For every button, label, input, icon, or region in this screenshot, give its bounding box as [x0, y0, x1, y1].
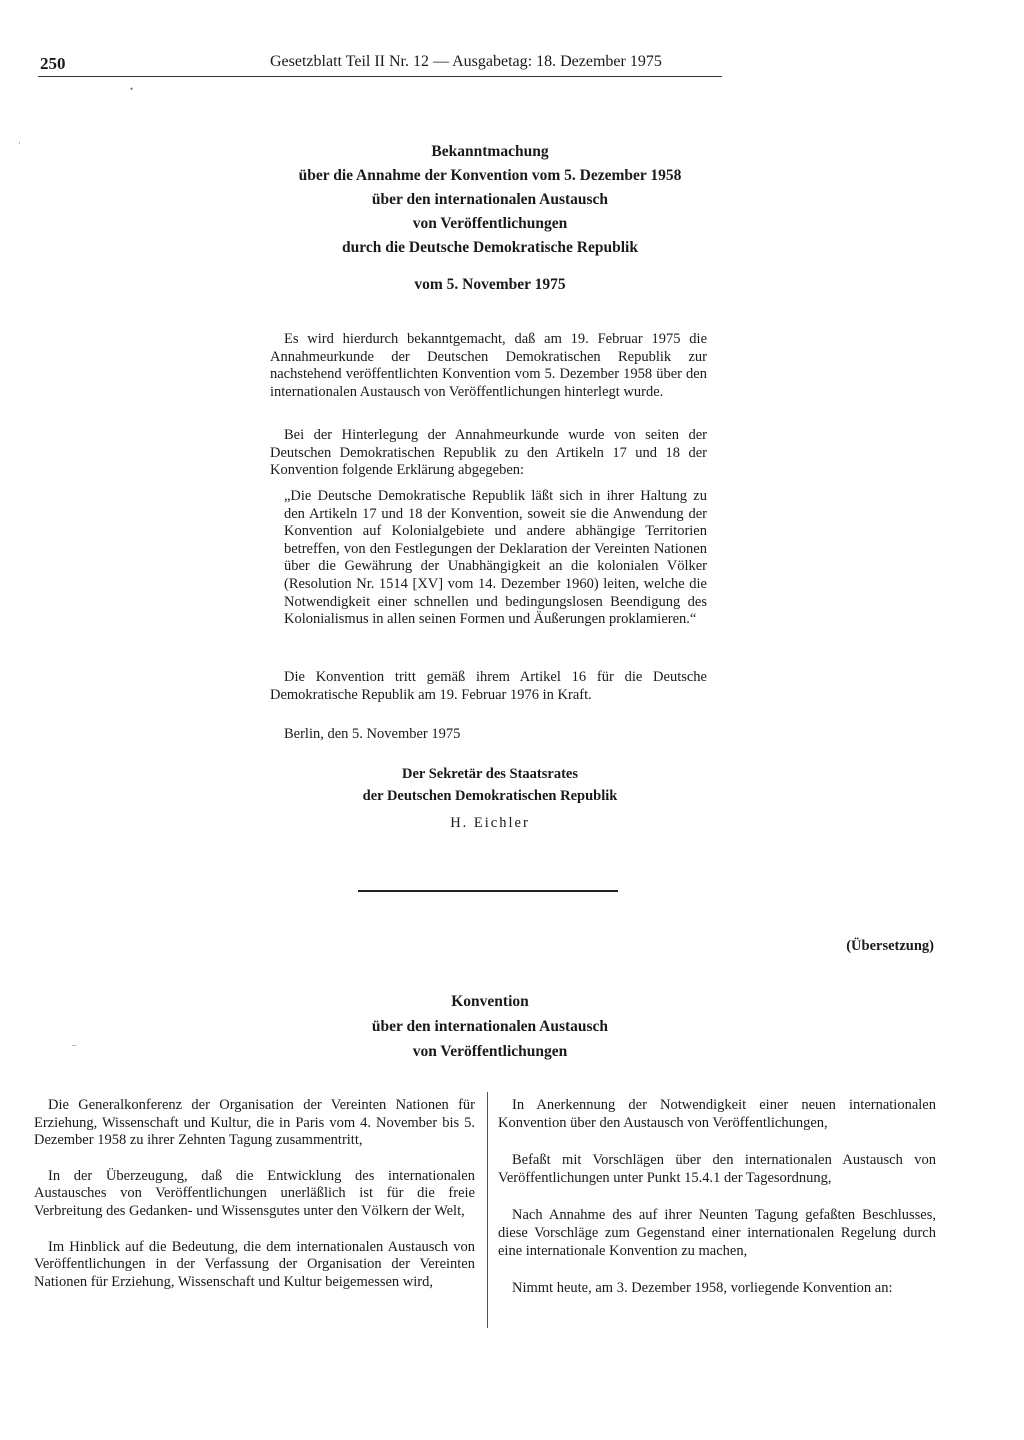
preamble-paragraph: In der Überzeugung, daß die Entwicklung des internationalen Austausches von Veröffentlichungen unerläßlich ist für die freie Verbreitung des Gedanken- und Wissensgutes unter den Völkern der Welt, [34, 1167, 475, 1219]
convention-heading-line: über den internationalen Austausch [371, 1018, 609, 1035]
declaration-quote: „Die Deutsche Demokratische Republik läßt sich in ihrer Haltung zu den Artikeln 17 und 18 der Konvention, soweit sie die Anwendung der Konvention auf Kolonialgebiete und andere abhängige Territorien betreffen, von den Festlegungen der Deklaration der Vereinten Nationen über die Gewährung der Unabhängigkeit an die kolonialen Völker (Resolution Nr. 1514 [XV] vom 14. Dezember 1960) leiten, welche die Notwendigkeit einer schnellen und bedingungslosen Beendigung des Kolonialismus in allen seinen Formen und Äußerungen proklamieren.“ [284, 488, 707, 628]
notice-heading-line: von Veröffentlichungen [412, 215, 568, 232]
notice-paragraph: Die Konvention tritt gemäß ihrem Artikel 16 für die Deutsche Demokratische Republik am 19. Februar 1976 in Kraft. [270, 669, 707, 703]
translation-note: (Übersetzung) [846, 938, 934, 954]
page-number: 250 [40, 54, 66, 73]
preamble-paragraph: Nach Annahme des auf ihrer Neunten Tagung gefaßten Beschlusses, diese Vorschläge zum Gegenstand einer internationalen Regelung durch eine internationale Konvention zu machen, [498, 1207, 936, 1259]
signatory-name: H. Eichler [450, 815, 530, 831]
preamble-paragraph: In Anerkennung der Notwendigkeit einer neuen internationalen Konvention über den Austausch von Veröffentlichungen, [498, 1097, 936, 1131]
print-speck: • [130, 84, 134, 94]
column-divider [487, 1092, 488, 1328]
place-and-date: Berlin, den 5. November 1975 [284, 726, 461, 742]
notice-heading-line: über den internationalen Austausch [371, 191, 609, 208]
preamble-paragraph: Befaßt mit Vorschlägen über den internationalen Austausch von Veröffentlichungen unter Punkt 15.4.1 der Tagesordnung, [498, 1152, 936, 1186]
preamble-paragraph: Nimmt heute, am 3. Dezember 1958, vorliegende Konvention an: [512, 1280, 893, 1297]
print-speck: – [72, 1040, 77, 1050]
preamble-paragraph: Die Generalkonferenz der Organisation der Vereinten Nationen für Erziehung, Wissenschaft und Kultur, die in Paris vom 4. November bis 5. Dezember 1958 zu ihrer Zehnten Tagung zusammentritt, [34, 1097, 475, 1149]
preamble-right-column [498, 1097, 936, 1318]
print-speck: · [18, 138, 21, 148]
section-separator [358, 890, 618, 892]
header-rule [38, 76, 722, 77]
convention-heading-line: von Veröffentlichungen [412, 1043, 568, 1060]
notice-paragraph: Bei der Hinterlegung der Annahmeurkunde wurde von seiten der Deutschen Demokratischen Republik zu den Artikeln 17 und 18 der Konvention folgende Erklärung abgegeben: [270, 427, 707, 479]
preamble-left-column [34, 1097, 475, 1309]
signatory-title: Der Sekretär des Staatsrates [402, 766, 578, 782]
notice-date: vom 5. November 1975 [414, 276, 566, 293]
convention-heading-line: Konvention [451, 993, 529, 1010]
convention-heading [230, 989, 750, 1064]
notice-heading-line: durch die Deutsche Demokratische Republik [342, 239, 638, 256]
notice-heading-line: Bekanntmachung [431, 143, 549, 160]
signatory-title: der Deutschen Demokratischen Republik [362, 788, 618, 804]
notice-heading-line: über die Annahme der Konvention vom 5. Dezember 1958 [298, 167, 682, 184]
notice-paragraph: Es wird hierdurch bekanntgemacht, daß am 19. Februar 1975 die Annahmeurkunde der Deutschen Demokratischen Republik zur nachstehend veröffentlichten Konvention vom 5. Dezember 1958 über den internationalen Austausch von Veröffentlichungen hinterlegt wurde. [270, 331, 707, 400]
running-header: Gesetzblatt Teil II Nr. 12 — Ausgabetag: 18. Dezember 1975 [270, 53, 662, 70]
preamble-paragraph: Im Hinblick auf die Bedeutung, die dem internationalen Austausch von Veröffentlichungen in der Verfassung der Organisation der Vereinten Nationen für Erziehung, Wissenschaft und Kultur beigemessen wird, [34, 1238, 475, 1290]
notice-heading [230, 140, 750, 260]
